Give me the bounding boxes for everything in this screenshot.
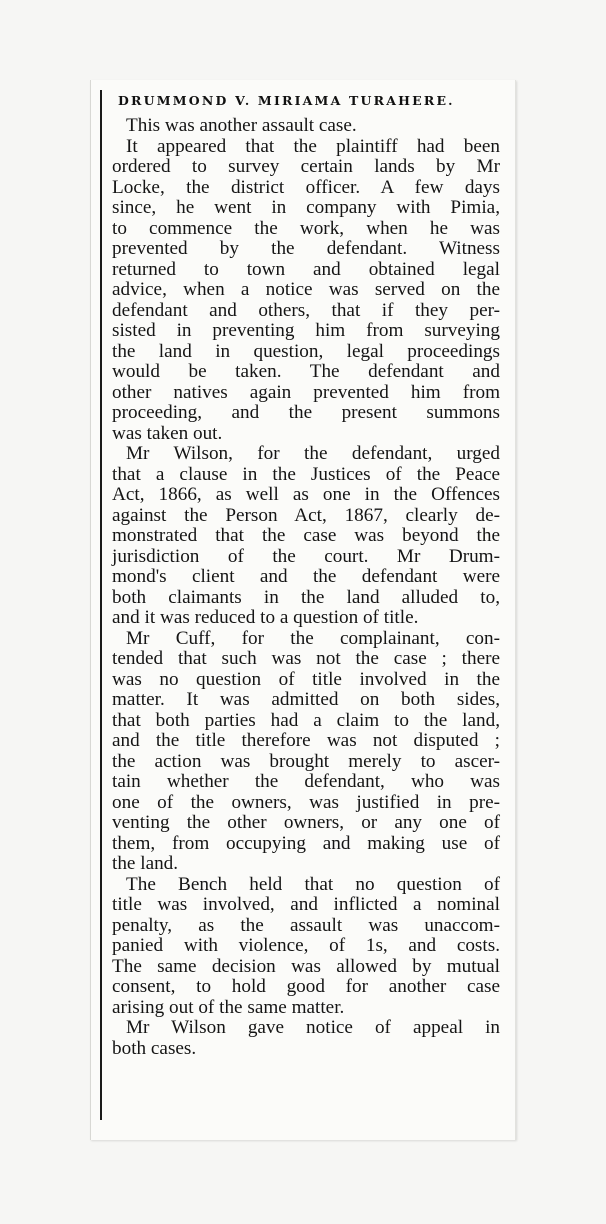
text-line: Mr Wilson gave notice of appeal in — [126, 1017, 500, 1038]
text-line: The same decision was allowed by mutual — [112, 955, 500, 977]
text-line: was no question of title involved in the — [112, 668, 500, 690]
text-line: one of the owners, was justified in pre- — [112, 791, 500, 813]
text-line: It appeared that the plaintiff had been — [126, 135, 500, 157]
text-line: the land in question, legal proceedings — [112, 340, 500, 362]
text-line: to commence the work, when he was — [112, 217, 500, 239]
text-line: defendant and others, that if they per- — [112, 299, 500, 321]
column-rule — [100, 90, 102, 1120]
text-line: penalty, as the assault was unaccom- — [112, 914, 500, 936]
text-line: that a clause in the Justices of the Peace — [112, 463, 500, 485]
text-line: the land. — [112, 853, 179, 874]
article-body — [112, 116, 500, 1059]
text-line: sisted in preventing him from surveying — [112, 320, 500, 341]
text-line: tain whether the defendant, who was — [112, 771, 500, 792]
text-line: prevented by the defendant. Witness — [112, 238, 500, 259]
text-line: Act, 1866, as well as one in the Offences — [112, 484, 500, 505]
text-line: panied with violence, of 1s, and costs. — [112, 935, 500, 956]
text-line: consent, to hold good for another case — [112, 976, 500, 997]
text-line: jurisdiction of the court. Mr Drum- — [112, 545, 500, 567]
text-line: Mr Wilson, for the defendant, urged — [126, 443, 500, 464]
text-line: and it was reduced to a question of title. — [112, 607, 419, 628]
text-line: that both parties had a claim to the land, — [112, 709, 500, 731]
text-line: title was involved, and inflicted a nominal — [112, 894, 500, 915]
text-line: The Bench held that no question of — [126, 873, 500, 895]
text-line: advice, when a notice was served on the — [112, 279, 500, 300]
text-line: other natives again prevented him from — [112, 381, 500, 403]
article-heading: DRUMMOND V. MIRIAMA TURAHERE. — [118, 93, 455, 108]
text-line: This was another assault case. — [126, 115, 357, 136]
text-line: Locke, the district officer. A few days — [112, 176, 500, 198]
text-line: was taken out. — [112, 422, 223, 444]
text-line: would be taken. The defendant and — [112, 361, 500, 382]
text-line: the action was brought merely to ascer- — [112, 750, 500, 772]
text-line: them, from occupying and making use of — [112, 832, 500, 854]
text-line: mond's client and the defendant were — [112, 566, 500, 587]
text-line: Mr Cuff, for the complainant, con- — [126, 627, 500, 649]
text-line: returned to town and obtained legal — [112, 258, 500, 280]
text-line: against the Person Act, 1867, clearly de- — [112, 504, 500, 526]
text-line: and the title therefore was not disputed ; — [112, 730, 500, 751]
text-line: both claimants in the land alluded to, — [112, 586, 500, 608]
text-line: tended that such was not the case ; there — [112, 648, 500, 669]
text-line: arising out of the same matter. — [112, 996, 345, 1018]
text-line: ordered to survey certain lands by Mr — [112, 156, 500, 177]
text-line: monstrated that the case was beyond the — [112, 525, 500, 546]
text-line: venting the other owners, or any one of — [112, 812, 500, 833]
text-line: matter. It was admitted on both sides, — [112, 689, 500, 710]
text-line: both cases. — [112, 1037, 197, 1059]
text-line: since, he went in company with Pimia, — [112, 197, 500, 218]
text-line: proceeding, and the present summons — [112, 402, 500, 423]
